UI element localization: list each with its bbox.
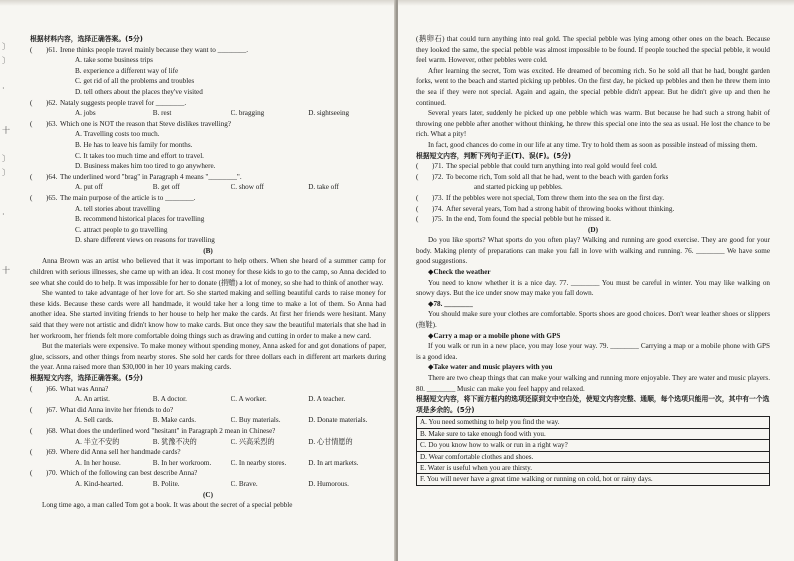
answer-paren: ( bbox=[416, 162, 419, 171]
statement-continuation: and started picking up pebbles. bbox=[474, 183, 563, 192]
option: C. In nearby stores. bbox=[230, 458, 287, 467]
question-number: )65. bbox=[46, 193, 58, 202]
option: B. get off bbox=[152, 183, 180, 192]
answer-paren: ( bbox=[416, 215, 419, 224]
section-heading: (B) bbox=[203, 246, 213, 255]
passage-paragraph: (鹅卵石) that could turn anything into real gold. The special pebble was lying among other ones on the beach. Because they looked the same, the special pebble was almost impossible to be found. If people touched the special pebble, it would feel warm. However, other pebbles were cold. bbox=[416, 35, 770, 65]
option: C. 兴高采烈的 bbox=[230, 437, 275, 446]
answer-paren: ( bbox=[416, 172, 419, 181]
passage-paragraph: Anna Brown was an artist who believed that it was important to help others. When she heard of a summer camp for children with serious illnesses, she came up with an idea. It cost money for these kids to go to the camp, so Anna decided to see what she could do to help. It was impossible for her to donate (捐赠) a lot of money, so she had to think of another way. bbox=[30, 257, 386, 287]
option: D. A teacher. bbox=[308, 395, 346, 404]
option: D. Humorous. bbox=[308, 479, 349, 488]
question-number: )62. bbox=[46, 98, 58, 107]
passage-paragraph: After learning the secret, Tom was excited. He dreamed of becoming rich. So he sold all that he had, bought garden forks, went to the beach and started picking up pebbles. On the first day, he picked up pebbles and then he threw them into the sea if they were not special. Again and again, the special pebble didn't appear. But he didn't give up and then he continued. bbox=[416, 66, 770, 107]
question-number: )71. bbox=[432, 162, 444, 171]
tf-row bbox=[416, 172, 770, 183]
option: B. recommend historical places for travelling bbox=[75, 215, 205, 224]
tf-row bbox=[416, 161, 770, 172]
question-row bbox=[30, 405, 386, 416]
answer-paren: ( bbox=[416, 193, 419, 202]
question-number: )72. bbox=[432, 172, 444, 181]
question-text: Nataly suggests people travel for ________. bbox=[60, 98, 187, 107]
options-row bbox=[30, 415, 386, 426]
option: C. get rid of all the problems and troubles bbox=[75, 77, 195, 86]
question-text: What did Anna invite her friends to do? bbox=[60, 405, 174, 414]
passage-paragraph: There are two cheap things that can make your walking and running more enjoyable. They are water and music players. 80. ________ Music can make you feel happy and relaxed. bbox=[416, 374, 770, 393]
option: A. take some business trips bbox=[75, 56, 153, 65]
question-number: )75. bbox=[432, 215, 444, 224]
choice-option: B. Make sure to take enough food with you. bbox=[417, 429, 769, 440]
tf-row bbox=[416, 204, 770, 215]
question-text: What does the underlined word "hesitant" in Paragraph 2 mean in Chinese? bbox=[60, 426, 276, 435]
question-number: )64. bbox=[46, 172, 58, 181]
choice-option: C. Do you know how to walk or run in a right way? bbox=[417, 440, 769, 451]
question-row bbox=[30, 468, 386, 479]
section-heading: (C) bbox=[203, 490, 213, 499]
option: B. Make cards. bbox=[152, 416, 196, 425]
passage-paragraph: You need to know whether it is a nice day. 77. ________ You must be careful in winter. You may like walking on snowy days. But the ice under snow may make you fall down. bbox=[416, 278, 770, 298]
left-column bbox=[30, 34, 386, 511]
question-text: What was Anna? bbox=[60, 384, 109, 393]
options-row bbox=[30, 394, 386, 405]
choice-option: A. You need something to help you find the way. bbox=[417, 417, 769, 428]
subheading: ◆Check the weather bbox=[428, 268, 491, 277]
question-number: )74. bbox=[432, 204, 444, 213]
question-row bbox=[30, 98, 386, 109]
option: A. 半立不安的 bbox=[75, 437, 120, 446]
statement-text: To become rich, Tom sold all that he had, went to the beach with garden forks bbox=[446, 172, 669, 181]
question-text: The underlined word "brag" in Paragraph 4 means "________". bbox=[60, 172, 242, 181]
question-text: Which one is NOT the reason that Steve dislikes travelling? bbox=[60, 119, 232, 128]
answer-paren: ( bbox=[30, 45, 33, 54]
answer-paren: ( bbox=[30, 98, 33, 107]
section-instruction: 根据短文内容，选择正确答案。(5分) bbox=[30, 374, 143, 382]
question-text: The main purpose of the article is to ________. bbox=[60, 193, 196, 202]
statement-text: In the end, Tom found the special pebble but he missed it. bbox=[446, 215, 611, 224]
statement-text: If the pebbles were not special, Tom threw them into the sea on the first day. bbox=[446, 193, 665, 202]
choice-option: F. You will never have a great time walking or running on cold, hot or rainy days. bbox=[420, 475, 653, 484]
left-page bbox=[0, 0, 396, 561]
options-row bbox=[30, 108, 386, 119]
options-row bbox=[30, 437, 386, 448]
option: C. Buy materials. bbox=[230, 416, 281, 425]
question-number: )73. bbox=[432, 193, 444, 202]
passage-paragraph: Long time ago, a man called Tom got a book. It was about the secret of a special pebble bbox=[42, 501, 293, 510]
passage-paragraph: Do you like sports? What sports do you often play? Walking and running are good exercise. They are good for your body. Making plenty of preparations can make you fall in love with walking and running. 76. ________ We have some good suggestions. bbox=[416, 236, 770, 266]
option: D. Donate materials. bbox=[308, 416, 368, 425]
section-heading: (D) bbox=[588, 225, 598, 234]
question-number: )66. bbox=[46, 384, 58, 393]
option: B. rest bbox=[152, 109, 172, 118]
option: A. Travelling costs too much. bbox=[75, 130, 160, 139]
option: D. take off bbox=[308, 183, 339, 192]
options-row bbox=[30, 458, 386, 469]
passage-paragraph: If you walk or run in a new place, you may lose your way. 79. ________ Carrying a map or a mobile phone with GPS is a good idea. bbox=[416, 342, 770, 361]
question-number: )70. bbox=[46, 469, 58, 478]
answer-paren: ( bbox=[30, 448, 33, 457]
option: C. attract people to go travelling bbox=[75, 225, 168, 234]
answer-paren: ( bbox=[30, 384, 33, 393]
question-row bbox=[30, 45, 386, 56]
options-row bbox=[30, 479, 386, 490]
option: B. He has to leave his family for months. bbox=[75, 140, 193, 149]
question-row bbox=[30, 119, 386, 130]
passage-paragraph: In fact, good chances do come in our life at any time. Try to hold them as soon as possible instead of missing them. bbox=[428, 140, 758, 149]
option: C. show off bbox=[230, 183, 264, 192]
option: D. 心甘情愿的 bbox=[308, 437, 353, 446]
options-row bbox=[30, 182, 386, 193]
question-number: )61. bbox=[46, 45, 58, 54]
question-number: )67. bbox=[46, 405, 58, 414]
tf-row bbox=[416, 214, 770, 225]
option: C. Brave. bbox=[230, 479, 258, 488]
option: A. tell stories about travelling bbox=[75, 204, 161, 213]
tf-row bbox=[416, 193, 770, 204]
option: D. sightseeing bbox=[308, 109, 350, 118]
question-row bbox=[30, 426, 386, 437]
passage-paragraph: Several years later, suddenly he picked up one pebble which was warm. But because he had such a strong habit of throwing one pebble after another without thinking, he threw this special one into the sea as usual. He lost the chance to be rich. What a pity! bbox=[416, 109, 770, 139]
section-instruction: 根据材料内容，选择正确答案。(5分) bbox=[30, 35, 143, 43]
answer-paren: ( bbox=[30, 193, 33, 202]
question-number: )63. bbox=[46, 119, 58, 128]
question-text: Which of the following can best describe Anna? bbox=[60, 469, 198, 478]
option: C. bragging bbox=[230, 109, 265, 118]
choices-box bbox=[416, 416, 770, 485]
option: A. put off bbox=[75, 183, 103, 192]
question-row bbox=[30, 172, 386, 183]
statement-text: After several years, Tom had a strong habit of throwing books without thinking. bbox=[446, 204, 675, 213]
option: D. In art markets. bbox=[308, 458, 359, 467]
option: B. 犹豫不决的 bbox=[152, 437, 197, 446]
passage-paragraph: She wanted to take advantage of her love for art. So she started making and selling beautiful cards to raise money for these kids. Because these cards were all handmade, it would take her a long time to make a lot of them. So Anna had another idea. She started inviting friends to her house to help her make the cards. At first her friends were hesitant. Many said that they were not artistic and didn't know how to make cards. But once they saw the beautiful materials that she had in her workroom, her friends felt more comfortable doing things such as drawing and cutting in order to make a new card. bbox=[30, 289, 386, 340]
option: A. jobs bbox=[75, 109, 96, 118]
question-number: )68. bbox=[46, 426, 58, 435]
answer-paren: ( bbox=[30, 426, 33, 435]
question-row bbox=[30, 447, 386, 458]
binding-margin-marks: 〕 〕 · 十 〕 〕 · 十 bbox=[2, 42, 10, 275]
answer-paren: ( bbox=[30, 119, 33, 128]
section-instruction: 根据短文内容，将下面方框内的选项还原到文中空白处，使短文内容完整、通顺，每个选项只能用一次，其中有一个选项是多余的。(5分) bbox=[416, 395, 770, 414]
right-column bbox=[416, 34, 770, 486]
answer-paren: ( bbox=[30, 469, 33, 478]
question-row bbox=[30, 193, 386, 204]
option: C. It takes too much time and effort to travel. bbox=[75, 151, 204, 160]
option: B. experience a different way of life bbox=[75, 66, 179, 75]
question-text: Where did Anna sell her handmade cards? bbox=[60, 448, 181, 457]
subheading: ◆Take water and music players with you bbox=[428, 363, 553, 372]
passage-paragraph: But the materials were expensive. To make money without spending money, Anna asked for and got donations of paper, glue, scissors, and other things from nearby stores. She sold her cards for three dollars each in different art markets during the year. Anna raised more than $30,000 in her 10 years making cards. bbox=[30, 342, 386, 372]
question-number: )69. bbox=[46, 448, 58, 457]
option: C. A worker. bbox=[230, 395, 267, 404]
option: B. In her workroom. bbox=[152, 458, 212, 467]
answer-paren: ( bbox=[30, 172, 33, 181]
passage-paragraph: You should make sure your clothes are comfortable. Sports shoes are good choices. Don't wear leather shoes or slippers (拖鞋). bbox=[416, 310, 770, 330]
question-row bbox=[30, 384, 386, 395]
option: D. share different views on reasons for travelling bbox=[75, 236, 215, 245]
option: D. Business makes him too tired to go anywhere. bbox=[75, 162, 216, 171]
option: A. Kind-hearted. bbox=[75, 479, 124, 488]
section-instruction: 根据短文内容，判断下列句子正(T)、误(F)。(5分) bbox=[416, 151, 571, 160]
question-text: Irene thinks people travel mainly because they want to ________. bbox=[60, 45, 248, 54]
choice-option: D. Wear comfortable clothes and shoes. bbox=[417, 452, 769, 463]
subheading: ◆78. ________ bbox=[428, 299, 473, 308]
option: B. A doctor. bbox=[152, 395, 187, 404]
option: A. In her house. bbox=[75, 458, 121, 467]
subheading: ◆Carry a map or a mobile phone with GPS bbox=[428, 331, 561, 340]
option: A. An artist. bbox=[75, 395, 110, 404]
option: A. Sell cards. bbox=[75, 416, 114, 425]
answer-paren: ( bbox=[416, 204, 419, 213]
option: B. Polite. bbox=[152, 479, 180, 488]
statement-text: The special pebble that could turn anything into real gold would feel cold. bbox=[446, 162, 658, 171]
answer-paren: ( bbox=[30, 405, 33, 414]
choice-option: E. Water is useful when you are thirsty. bbox=[417, 463, 769, 474]
option: D. tell others about the places they've visited bbox=[75, 87, 203, 96]
